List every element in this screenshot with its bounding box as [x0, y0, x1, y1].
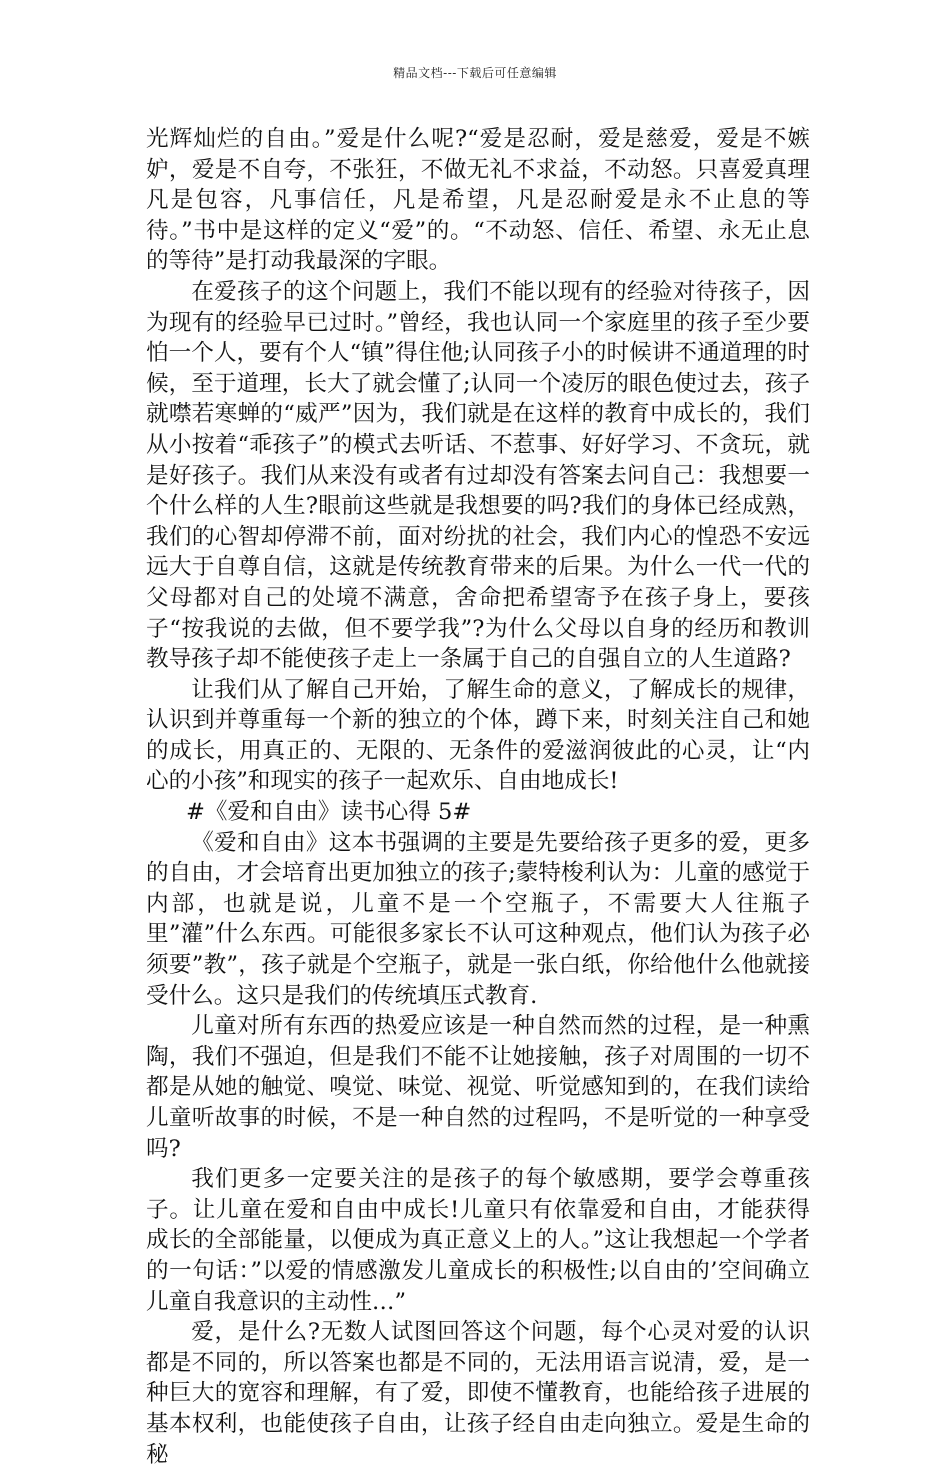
paragraph-1: 光辉灿烂的自由。”爱是什么呢?“爱是忍耐，爱是慈爱，爱是不嫉妒，爱是不自夸，不张狂，不做无礼不求益，不动怒。只喜爱真理凡是包容，凡事信任，凡是希望，凡是忍耐爱是永不止息的等待。”书中是这样的定义“爱”的。“不动怒、信任、希望、永无止息的等待”是打动我最深的字眼。: [146, 126, 810, 275]
document-body: [146, 124, 810, 1470]
paragraph-3: 让我们从了解自己开始，了解生命的意义，了解成长的规律，认识到并尊重每一个新的独立的个体，蹲下来，时刻关注自己和她的成长，用真正的、无限的、无条件的爱滋润彼此的心灵，让“内心的小孩”和现实的孩子一起欢乐、自由地成长!: [146, 676, 810, 795]
paragraph-6: 我们更多一定要关注的是孩子的每个敏感期，要学会尊重孩子。让儿童在爱和自由中成长!儿童只有依靠爱和自由，才能获得成长的全部能量，以便成为真正意义上的人。”这让我想起一个学者的一句话：”以爱的情感激发儿童成长的积极性;以自由的’空间确立儿童自我意识的主动性…”: [146, 1166, 810, 1315]
paragraph-4: 《爱和自由》这本书强调的主要是先要给孩子更多的爱，更多的自由，才会培育出更加独立的孩子;蒙特梭利认为：儿童的感觉于内部，也就是说，儿童不是一个空瓶子，不需要大人往瓶子里”灌”什么东西。可能很多家长不认可这种观点，他们认为孩子必须要”教”，孩子就是个空瓶子，就是一张白纸，你给他什么他就接受什么。这只是我们的传统填压式教育.: [146, 829, 810, 1009]
paragraph-5: 儿童对所有东西的热爱应该是一种自然而然的过程，是一种熏陶，我们不强迫，但是我们不能不让她接触，孩子对周围的一切不都是从她的触觉、嗅觉、味觉、视觉、听觉感知到的，在我们读给儿童听故事的时候，不是一种自然的过程吗，不是听觉的一种享受吗?: [146, 1013, 810, 1162]
paragraph-7: 爱，是什么?无数人试图回答这个问题，每个心灵对爱的认识都是不同的，所以答案也都是不同的，无法用语言说清，爱，是一种巨大的宽容和理解，有了爱，即使不懂教育，也能给孩子进展的基本权利，也能使孩子自由，让孩子经自由走向独立。爱是生命的秘: [146, 1319, 810, 1468]
paragraph-2: 在爱孩子的这个问题上，我们不能以现有的经验对待孩子，因为现有的经验早已过时。”曾经，我也认同一个家庭里的孩子至少要怕一个人，要有个人“镇”得住他;认同孩子小的时候讲不通道理的时候，至于道理，长大了就会懂了;认同一个凌厉的眼色使过去，孩子就噤若寒蝉的“威严”因为，我们就是在这样的教育中成长的，我们从小按着“乖孩子”的模式去听话、不惹事、好好学习、不贪玩，就是好孩子。我们从来没有或者有过却没有答案去问自己：我想要一个什么样的人生?眼前这些就是我想要的吗?我们的身体已经成熟，我们的心智却停滞不前，面对纷扰的社会，我们内心的惶恐不安远远大于自尊自信，这就是传统教育带来的后果。为什么一代一代的父母都对自己的处境不满意，舍命把希望寄予在孩子身上，要孩子“按我说的去做，但不要学我”?为什么父母以自身的经历和教训教导孩子却不能使孩子走上一条属于自己的自强自立的人生道路?: [146, 278, 810, 673]
section-heading: #《爱和自由》读书心得 5#: [186, 799, 472, 826]
page-header: 精品文档---下载后可任意编辑: [393, 66, 557, 80]
